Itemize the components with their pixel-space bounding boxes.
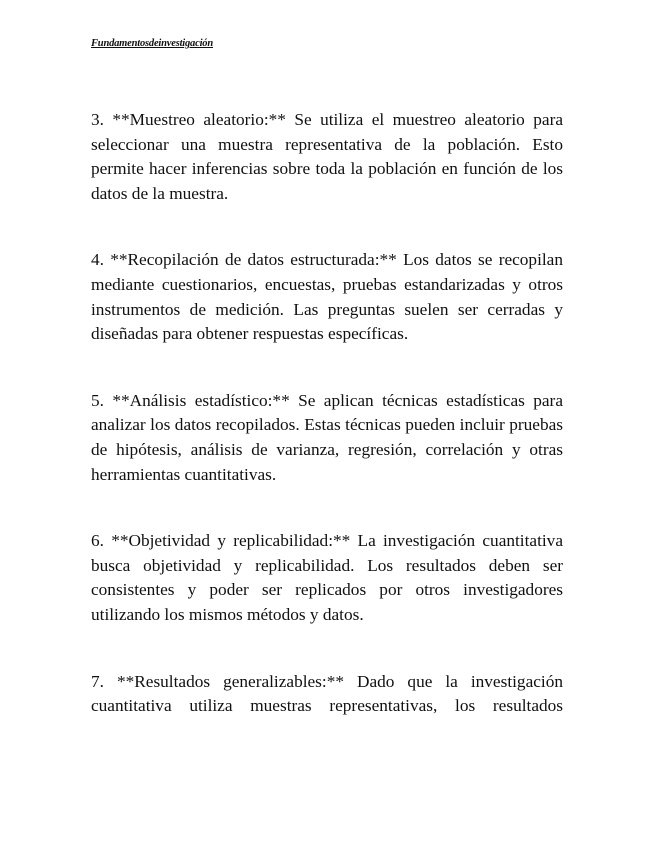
paragraph-muestreo-aleatorio: 3. **Muestreo aleatorio:** Se utiliza el muestreo aleatorio para seleccionar una muestra representativa de la población. Esto permite hacer inferencias sobre toda la población en función de los datos de la muestra. xyxy=(91,110,563,203)
document-body xyxy=(91,108,563,719)
running-header: Fundamentosdeinvestigación xyxy=(91,38,213,49)
paragraph-recopilacion-datos: 4. **Recopilación de datos estructurada:** Los datos se recopilan mediante cuestionarios, encuestas, pruebas estandarizadas y otros instrumentos de medición. Las preguntas suelen ser cerradas y diseñadas para obtener respuestas específicas. xyxy=(91,250,563,344)
paragraph-analisis-estadistico: 5. **Análisis estadístico:** Se aplican técnicas estadísticas para analizar los datos recopilados. Estas técnicas pueden incluir pruebas de hipótesis, análisis de varianza, regresión, correlación y otras herramientas cuantitativas. xyxy=(91,390,563,484)
paragraph-objetividad-replicabilidad: 6. **Objetividad y replicabilidad:** La investigación cuantitativa busca objetividad y replicabilidad. Los resultados deben ser consistentes y poder ser replicados por otros investigadores utilizando los mismos métodos y datos. xyxy=(91,531,563,624)
paragraph-resultados-generalizables: 7. **Resultados generalizables:** Dado que la investigación cuantitativa utiliza muestras representativas, los resultados xyxy=(91,671,563,716)
